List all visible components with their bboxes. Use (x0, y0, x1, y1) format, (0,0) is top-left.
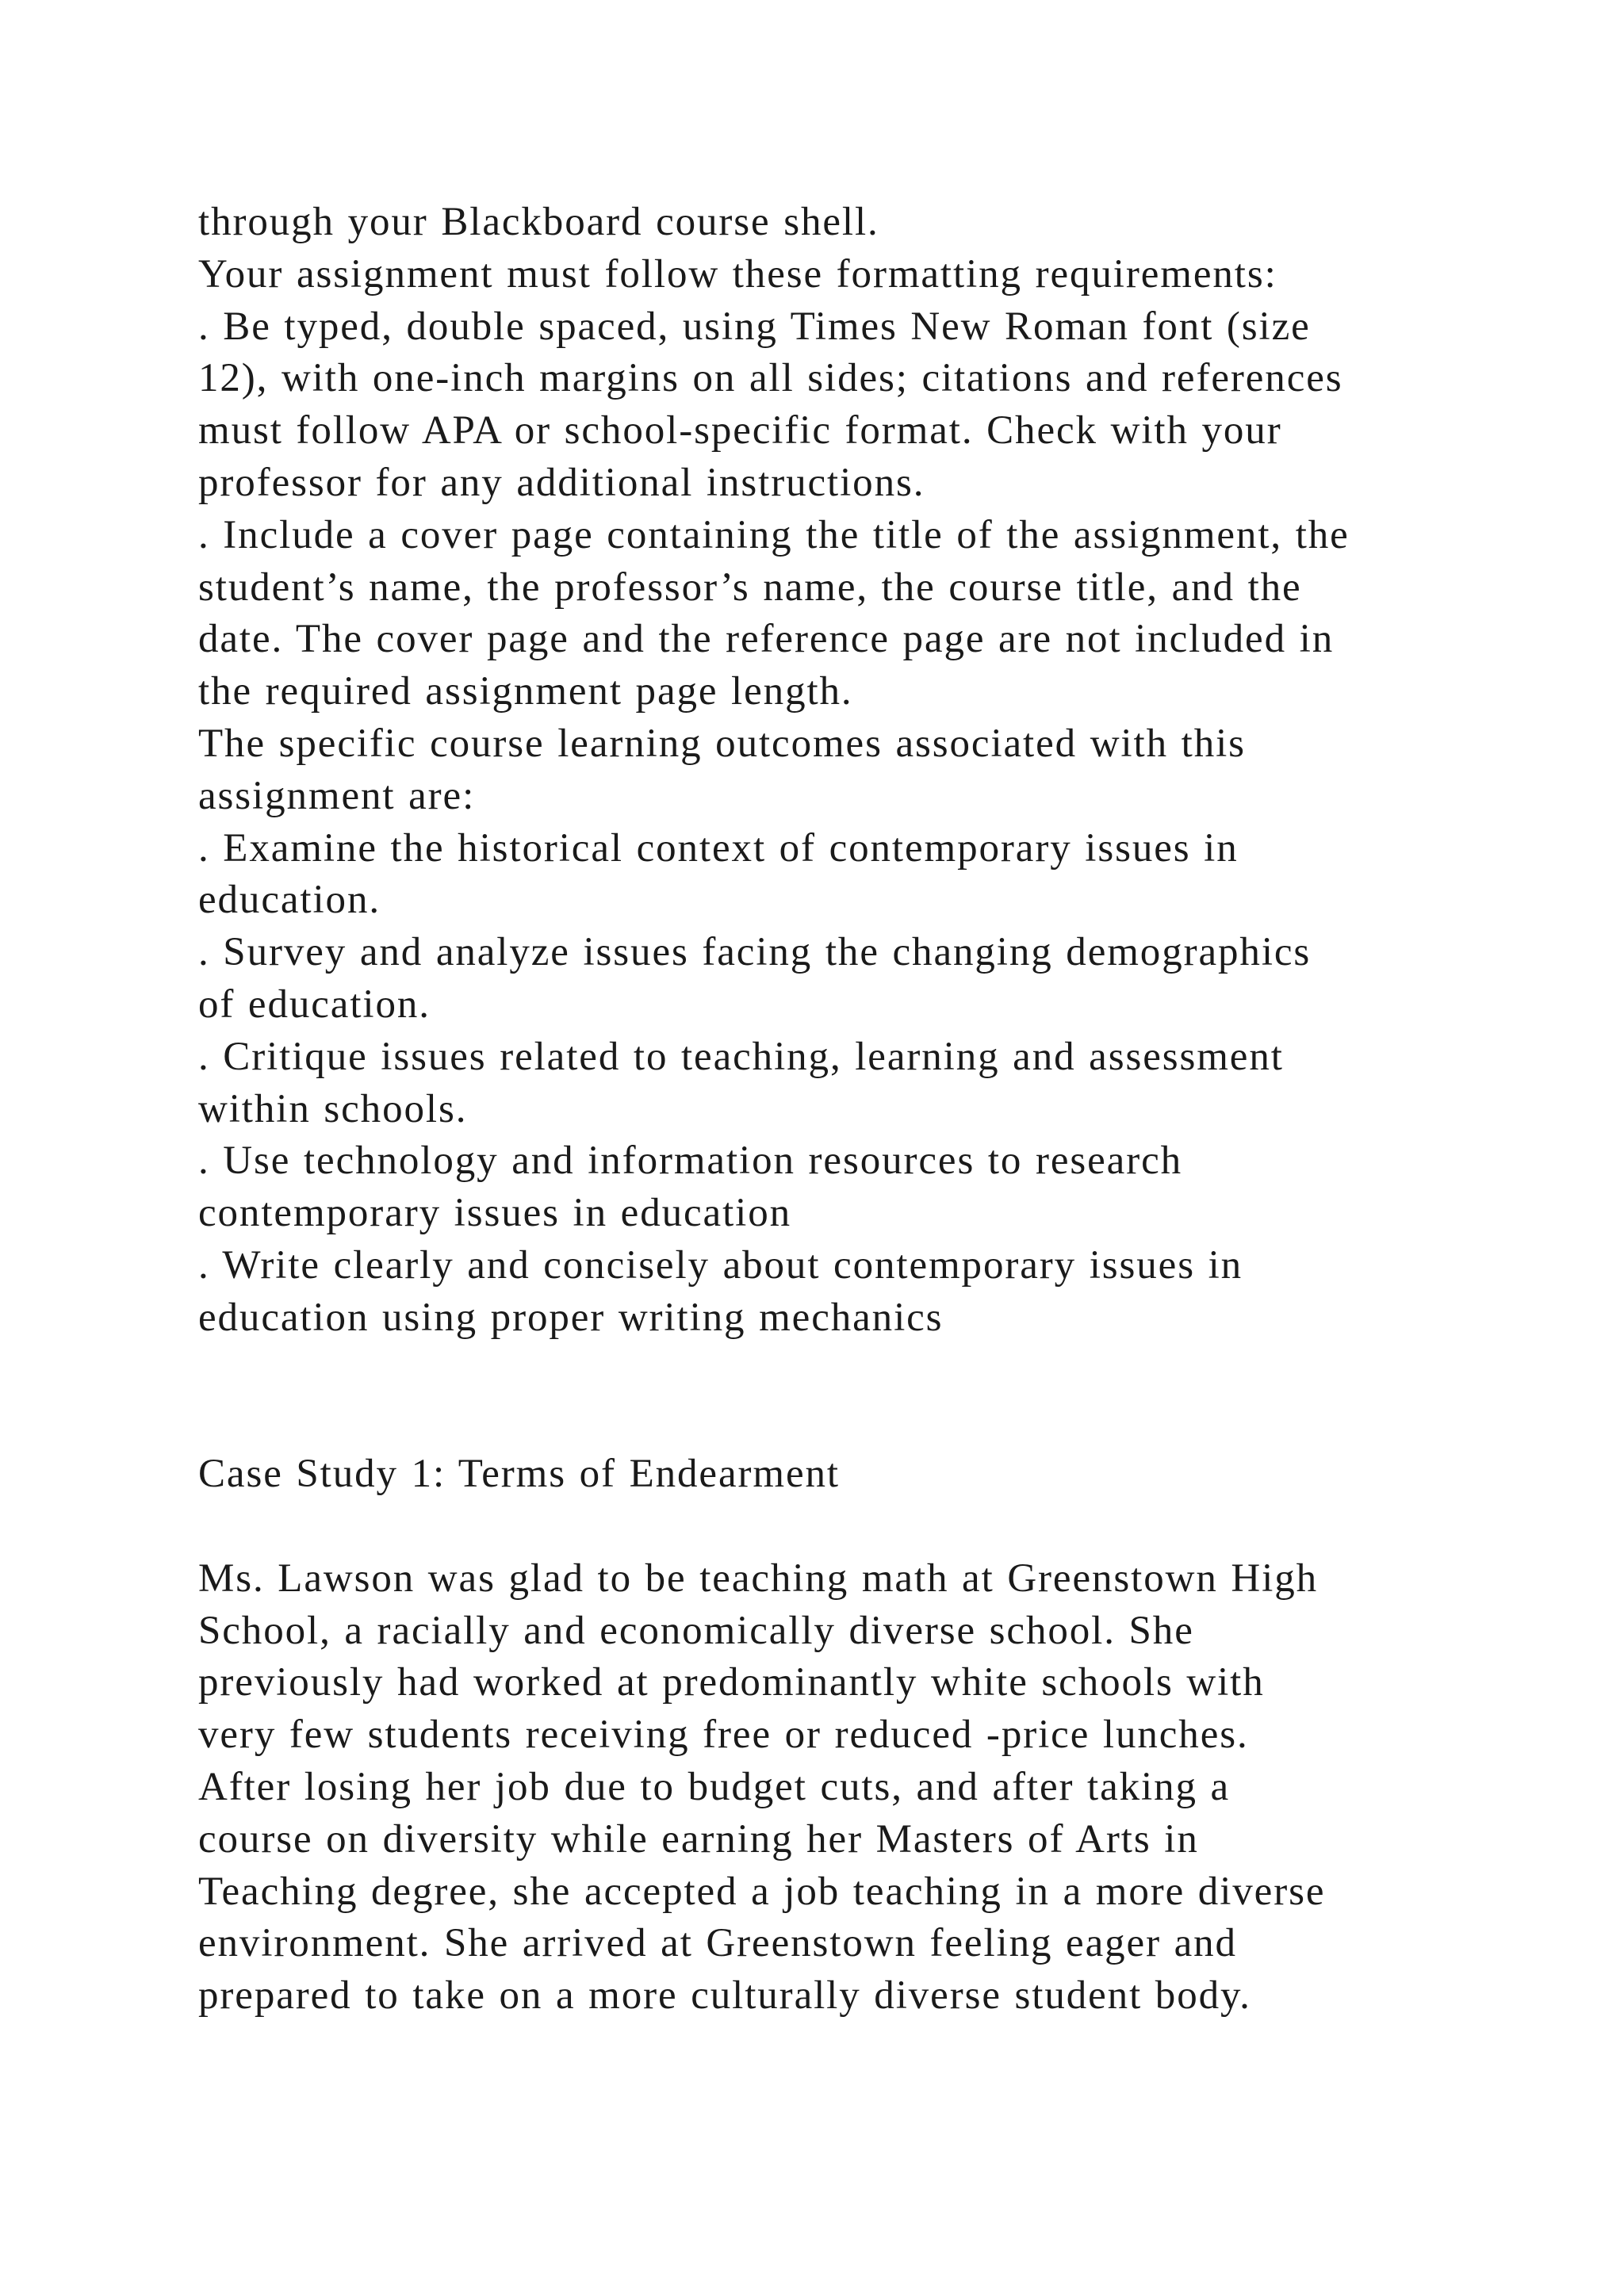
text-line: Your assignment must follow these formatting requirements: (198, 251, 1277, 297)
text-line: The specific course learning outcomes associated with this (198, 721, 1246, 766)
text-line: education. (198, 878, 381, 923)
text-line: contemporary issues in education (198, 1191, 792, 1236)
text-line: previously had worked at predominantly white schools with (198, 1660, 1265, 1705)
text-line: education using proper writing mechanics (198, 1295, 944, 1340)
text-line: of education. (198, 982, 431, 1027)
text-line: through your Blackboard course shell. (198, 200, 879, 244)
text-line: Ms. Lawson was glad to be teaching math at Greenstown High (198, 1556, 1318, 1601)
text-line: assignment are: (198, 773, 476, 818)
text-line: Teaching degree, she accepted a job teaching in a more diverse (198, 1869, 1326, 1914)
text-line: . Use technology and information resources to research (198, 1138, 1183, 1184)
case-study-title: Case Study 1: Terms of Endearment (198, 1452, 840, 1497)
text-line: . Write clearly and concisely about contemporary issues in (198, 1242, 1243, 1288)
text-line: . Critique issues related to teaching, learning and assessment (198, 1034, 1284, 1079)
text-line: . Examine the historical context of contemporary issues in (198, 825, 1239, 871)
text-line: 12), with one-inch margins on all sides; citations and references (198, 356, 1343, 401)
text-line: course on diversity while earning her Masters of Arts in (198, 1816, 1199, 1862)
text-line: . Include a cover page containing the title of the assignment, the (198, 512, 1350, 557)
blank-line (198, 1396, 1546, 1448)
text-line: within schools. (198, 1086, 468, 1131)
text-line: date. The cover page and the reference page are not included in (198, 617, 1335, 662)
text-line: After losing her job due to budget cuts, and after taking a (198, 1764, 1231, 1809)
text-line: student’s name, the professor’s name, the course title, and the (198, 564, 1302, 610)
text-line: very few students receiving free or reduced -price lunches. (198, 1712, 1249, 1758)
text-line: the required assignment page length. (198, 669, 853, 714)
blank-line (198, 1345, 1546, 1397)
text-line: must follow APA or school-specific format. Check with your (198, 408, 1282, 453)
text-line: . Survey and analyze issues facing the changing demographics (198, 930, 1312, 975)
text-line: professor for any additional instructions. (198, 460, 925, 505)
text-line: School, a racially and economically diverse school. She (198, 1608, 1194, 1653)
text-line: environment. She arrived at Greenstown feeling eager and (198, 1921, 1237, 1966)
text-line: . Be typed, double spaced, using Times New Roman font (size (198, 304, 1311, 349)
document-text (198, 197, 1546, 2022)
text-line: prepared to take on a more culturally diverse student body. (198, 1973, 1251, 2019)
blank-line (198, 1501, 1546, 1553)
